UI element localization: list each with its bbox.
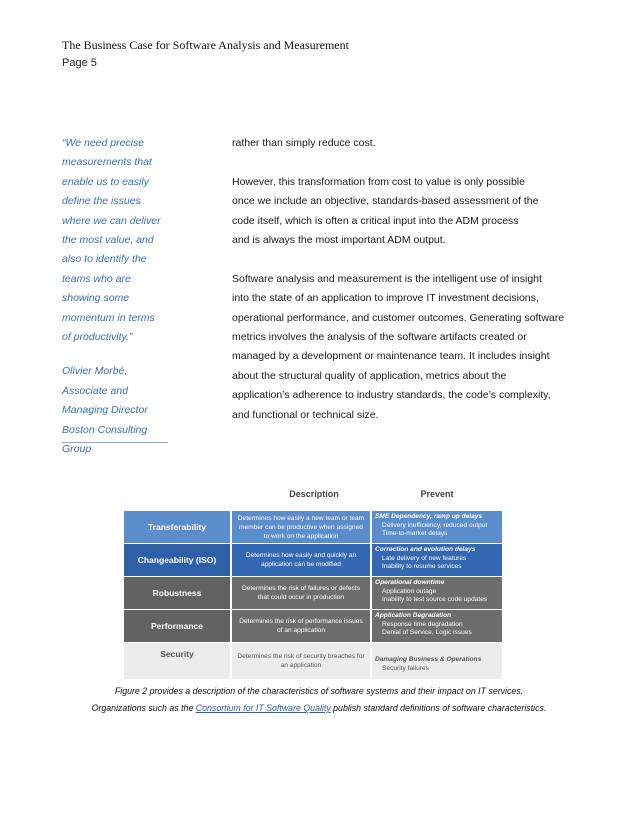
prevent-item: Inability to resume services [382, 563, 462, 570]
prevent-title: SME Dependency, ramp up delays [375, 513, 483, 520]
prevent-title: Application Degradation [375, 612, 452, 619]
figure-row-robustness [124, 577, 502, 609]
figure-caption-line-2 [0, 703, 638, 713]
row-name: Changeability (ISO) [124, 544, 230, 576]
body-line: code itself, which is often a critical input into the ADM process [232, 214, 519, 227]
row-prevent [372, 577, 502, 609]
figure-header [124, 489, 502, 511]
prevent-item: Response time degradation [382, 620, 463, 628]
figure-caption-line-1: Figure 2 provides a description of the characteristics of software systems and their impact on IT services. [114, 686, 524, 696]
figure-row-performance [124, 610, 502, 642]
prevent-item: Late delivery of new features [382, 554, 467, 562]
quote-line: of productivity.” [62, 331, 133, 344]
quote-line: define the issues [62, 195, 141, 208]
row-name: Performance [124, 610, 230, 642]
characteristics-figure [124, 489, 502, 680]
row-prevent [372, 643, 502, 679]
quote-line: where we can deliver [62, 214, 161, 227]
quote-line: showing some [62, 292, 130, 305]
body-line: managed by a development or maintenance team. It includes insight [232, 350, 550, 363]
row-prevent [372, 544, 502, 576]
row-description: Determines how easily a new team or team member can be productive when assigned to work on the application [232, 511, 370, 543]
body-line: about the structural quality of application, metrics about the [232, 369, 507, 382]
body-line: into the state of an application to improve IT investment decisions, [232, 292, 539, 305]
pull-quote [62, 134, 172, 460]
author-line: Group [62, 443, 92, 456]
author-line: Olivier Morbé, [62, 365, 128, 378]
body-line: metrics involves the analysis of the software artifacts created or [232, 331, 527, 344]
row-description: Determines the risk of failures or defects that could occur in production [232, 577, 370, 609]
body-line: and functional or technical size. [232, 408, 379, 421]
quote-line: “We need precise [62, 137, 145, 149]
quote-line: momentum in terms [62, 311, 155, 324]
page-number: Page 5 [62, 57, 97, 69]
quote-line: also to identify the [62, 253, 147, 266]
cisq-link[interactable]: Consortium for IT Software Quality [195, 703, 331, 713]
row-prevent [372, 511, 502, 543]
prevent-title: Operational downtime [375, 579, 445, 586]
quote-divider [62, 442, 168, 443]
figure-row-changeability [124, 544, 502, 576]
body-line: application’s adherence to industry standards, the code’s complexity, [232, 389, 551, 402]
row-name: Robustness [124, 577, 230, 609]
body-line: and is always the most important ADM output. [232, 234, 446, 247]
figure-row-transferability [124, 511, 502, 543]
row-name: Transferability [124, 511, 230, 543]
document-title: The Business Case for Software Analysis and Measurement [62, 38, 349, 52]
caption-text-before: Organizations such as the [91, 703, 196, 713]
caption-text-after: publish standard definitions of software characteristics. [330, 703, 547, 713]
prevent-item: Time-to-market delays [382, 530, 448, 537]
body-line: rather than simply reduce cost. [232, 137, 376, 149]
body-text [232, 134, 572, 425]
quote-author [62, 362, 172, 459]
row-description: Determines the risk of security breaches for an application [232, 643, 370, 679]
row-prevent [372, 610, 502, 642]
quote-line: teams who are [62, 272, 131, 285]
quote-line: enable us to easily [62, 175, 149, 188]
quote-line: measurements that [62, 156, 152, 169]
author-line: Managing Director [62, 404, 148, 417]
body-line: However, this transformation from cost to value is only possible [232, 175, 525, 188]
body-line: operational performance, and customer outcomes. Generating software [232, 311, 565, 324]
column-header-description: Description [289, 489, 339, 499]
row-name: Security [124, 643, 230, 679]
quote-line: the most value, and [62, 234, 154, 247]
prevent-item: Application outage [382, 587, 437, 595]
column-header-prevent: Prevent [420, 489, 454, 499]
prevent-title: Correction and evolution delays [375, 546, 476, 553]
prevent-item: Delivery inefficiency, reduced output [382, 521, 488, 529]
row-description: Determines how easily and quickly an application can be modified [232, 544, 370, 576]
prevent-item: Denial of Service, Logic issues [382, 629, 472, 636]
author-line: Associate and [62, 384, 128, 397]
prevent-item: Security failures [382, 664, 429, 672]
body-line: Software analysis and measurement is the intelligent use of insight [232, 272, 542, 285]
body-line: once we include an objective, standards-based assessment of the [232, 195, 539, 208]
row-description: Determines the risk of performance issues of an application [232, 610, 370, 642]
prevent-item: Inability to test source code updates [382, 596, 488, 603]
figure-row-security [124, 643, 502, 679]
author-line: Boston Consulting [62, 423, 148, 436]
prevent-title: Damaging Business & Operations [375, 656, 482, 663]
